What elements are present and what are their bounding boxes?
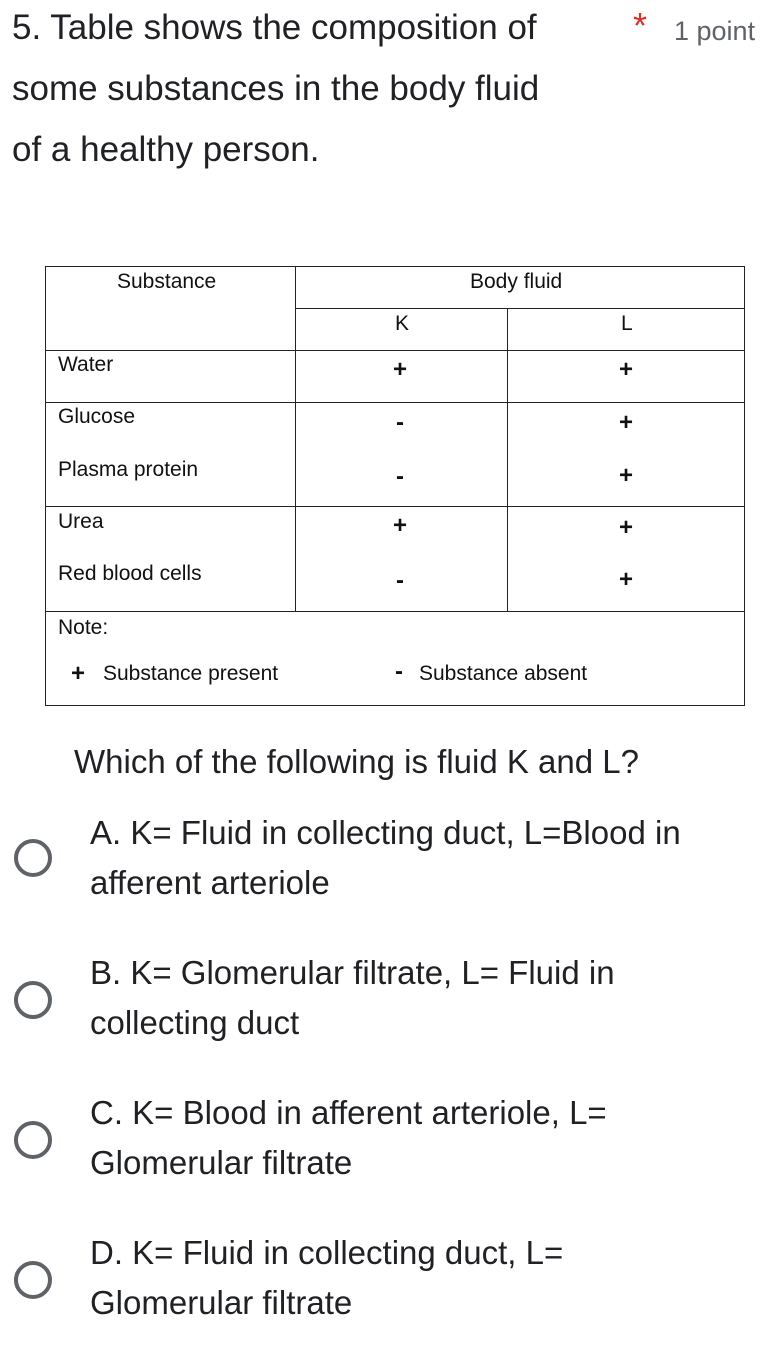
question-line-2: some substances in the body fluid (12, 69, 540, 108)
radio-button[interactable] (14, 981, 52, 1019)
table-border-top (45, 266, 745, 267)
option-line-2: collecting duct (90, 1004, 300, 1041)
table-border-left (45, 266, 46, 706)
option-line-1: C. K= Blood in afferent arteriole, L= (90, 1094, 607, 1131)
row-l-value: + (619, 514, 634, 541)
question-prompt: Which of the following is fluid K and L? (74, 743, 639, 780)
row-substance: Plasma protein (58, 458, 199, 481)
radio-button[interactable] (14, 1121, 52, 1159)
row-l-value: + (619, 566, 634, 593)
row-l-value: + (619, 356, 634, 383)
present-text: Substance present (103, 662, 279, 685)
table-border-bottom (45, 705, 745, 706)
option-b[interactable] (0, 948, 771, 1058)
row-k-value: + (393, 356, 408, 383)
header-l: L (621, 312, 633, 335)
header-body-fluid: Body fluid (470, 270, 563, 293)
row-l-value: + (619, 462, 634, 489)
table-line-subheader (295, 308, 745, 309)
option-text[interactable] (90, 1228, 760, 1328)
option-line-2: Glomerular filtrate (90, 1284, 353, 1321)
header-substance: Substance (117, 270, 217, 293)
table-divider-substance (295, 266, 296, 611)
option-c[interactable] (0, 1088, 771, 1198)
row-k-value: - (396, 409, 404, 436)
row-k-value: + (393, 512, 408, 539)
row-k-value: - (396, 567, 404, 594)
note-label: Note: (58, 616, 109, 639)
option-a[interactable] (0, 808, 771, 918)
row-l-value: + (619, 409, 634, 436)
row-k-value: - (396, 463, 404, 490)
table-line-row3 (45, 506, 745, 507)
composition-table (45, 266, 745, 706)
table-line-row1 (45, 402, 745, 403)
option-line-2: Glomerular filtrate (90, 1144, 353, 1181)
radio-button[interactable] (14, 839, 52, 877)
row-substance: Urea (58, 510, 104, 533)
option-line-1: A. K= Fluid in collecting duct, L=Blood in (90, 814, 681, 851)
option-d[interactable] (0, 1228, 771, 1338)
table-divider-kl (507, 308, 508, 611)
row-substance: Glucose (58, 405, 136, 428)
option-line-1: B. K= Glomerular filtrate, L= Fluid in (90, 954, 615, 991)
option-line-2: afferent arteriole (90, 864, 330, 901)
table-line-header-bottom (45, 350, 745, 351)
present-symbol: + (71, 660, 86, 687)
absent-text: Substance absent (419, 662, 588, 685)
table-line-row5 (45, 611, 745, 612)
question-line-3: of a healthy person. (12, 130, 320, 169)
row-substance: Water (58, 353, 114, 376)
absent-symbol: - (395, 658, 403, 685)
required-asterisk: * (633, 5, 648, 46)
row-substance: Red blood cells (58, 562, 202, 585)
header-k: K (395, 312, 410, 335)
question-line-1: 5. Table shows the composition of (12, 8, 537, 47)
points-label: 1 point (674, 16, 756, 46)
option-text[interactable] (90, 948, 760, 1048)
option-text[interactable] (90, 1088, 760, 1188)
table-border-right (744, 266, 745, 706)
option-line-1: D. K= Fluid in collecting duct, L= (90, 1234, 564, 1271)
radio-button[interactable] (14, 1261, 52, 1299)
option-text[interactable] (90, 808, 760, 908)
